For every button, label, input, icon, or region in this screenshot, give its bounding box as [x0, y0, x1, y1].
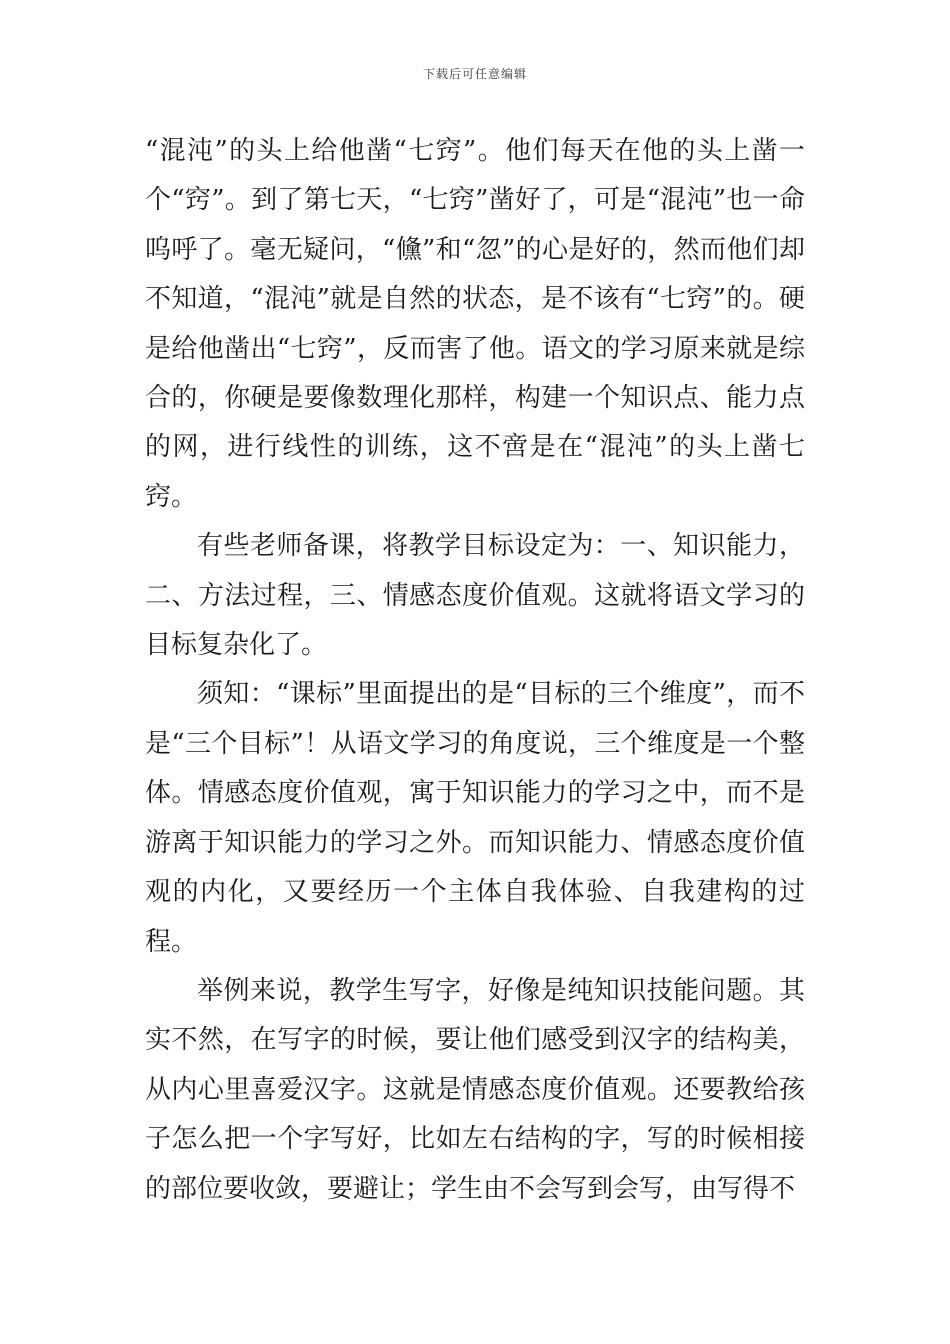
paragraph-2: 有些老师备课，将教学目标设定为：一、知识能力，二、方法过程，三、情感态度价值观。这就将语文学习的目标复杂化了。: [145, 531, 805, 661]
paragraph-3: 须知：“课标”里面提出的是“目标的三个维度”，而不是“三个目标”！从语文学习的角度说，三个维度是一个整体。情感态度价值观，寓于知识能力的学习之中，而不是游离于知识能力的学习之外。而知识能力、情感态度价值观的内化，又要经历一个主体自我体验、自我建构的过程。: [145, 679, 805, 957]
paragraph-4: 举例来说，教学生写字，好像是纯知识技能问题。其实不然，在写字的时候，要让他们感受到汉字的结构美，从内心里喜爱汉字。这就是情感态度价值观。还要教给孩子怎么把一个字写好，比如左右结构的字，写的时候相接的部位要收敛，要避让；学生由不会写到会写，由写得不: [145, 975, 805, 1204]
page-header: 下载后可任意编辑: [422, 67, 527, 81]
paragraph-1: “混沌”的头上给他凿“七窍”。他们每天在他的头上凿一个“窍”。到了第七天，“七窍”凿好了，可是“混沌”也一命呜呼了。毫无疑问，“儵”和“忽”的心是好的，然而他们却不知道，“混沌”就是自然的状态，是不该有“七窍”的。硬是给他凿出“七窍”，反而害了他。语文的学习原来就是综合的，你硬是要像数理化那样，构建一个知识点、能力点的网，进行线性的训练，这不啻是在“混沌”的头上凿七窍。: [145, 136, 805, 512]
document-body: [145, 127, 805, 1214]
